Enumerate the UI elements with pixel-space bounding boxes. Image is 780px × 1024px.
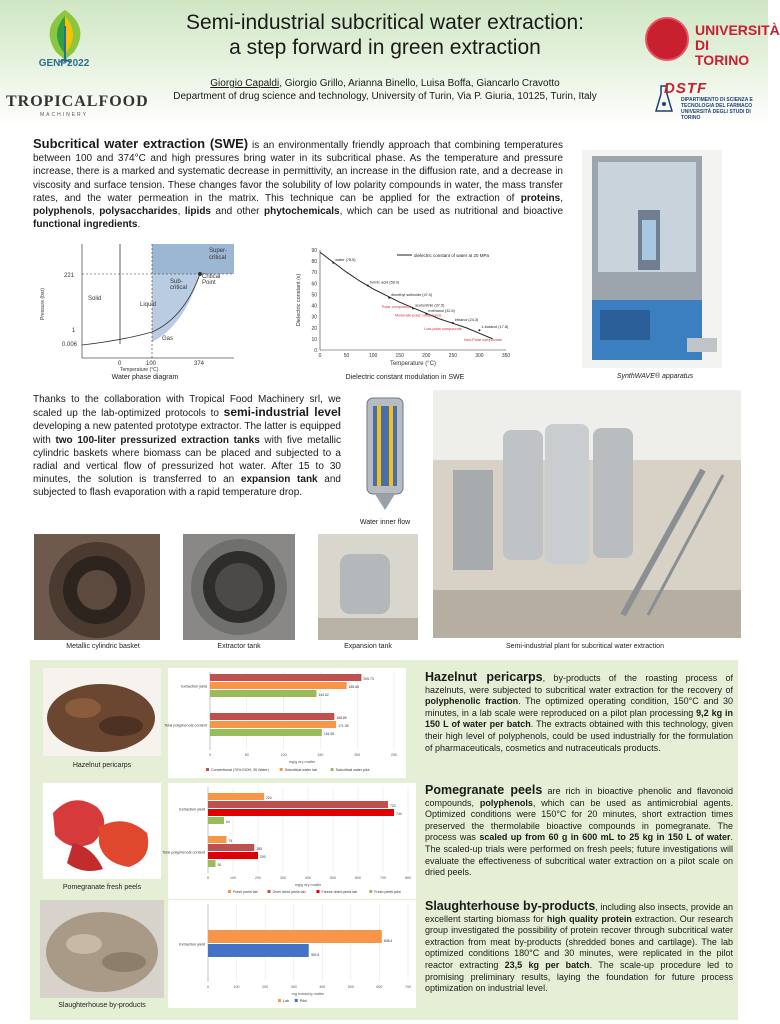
- water-inner-flow-diagram: [355, 392, 415, 516]
- author-list: [120, 77, 650, 90]
- dielectric-chart: [292, 240, 518, 370]
- dielectric-legend: dielectric constant of water at 20 MPa: [414, 253, 490, 258]
- pomegranate-bar-label: 744: [396, 812, 402, 816]
- dielectric-caption: Dielectric constant modulation in SWE: [345, 374, 465, 381]
- pomegranate-legend-label: Freeze dried peels lab: [321, 890, 358, 894]
- phase-tick-t100: 100: [146, 361, 157, 367]
- hazelnut-title: Hazelnut pericarps: [425, 670, 543, 684]
- hazelnut-b: polyphenolic fraction: [425, 696, 519, 707]
- slaughter-bar: [208, 944, 309, 957]
- pomegranate-xlabel: mg/g dry matter: [294, 883, 322, 887]
- semi-industrial-paragraph: [33, 393, 341, 500]
- dielectric-ytick: 20: [311, 325, 317, 332]
- tropicalfood-logo: TROPICALFOOD: [6, 93, 149, 110]
- pomegranate-xtick: 500: [330, 876, 336, 880]
- slaughterhouse-image: [40, 900, 164, 998]
- pomegranate-t: are rich in bioactive phenolic and flavonoid compounds,: [425, 786, 733, 808]
- unito-logo-line-2: DI TORINO: [695, 37, 750, 68]
- pomegranate-xtick: 0: [207, 876, 209, 880]
- hazelnut-caption: Hazelnut pericarps: [72, 762, 132, 769]
- hazelnut-xlabel: mg/g dry matter: [288, 760, 316, 764]
- expansion-tank-image: [318, 534, 418, 640]
- pomegranate-bar: [208, 817, 224, 824]
- dielectric-xlabel: Temperature (°C): [389, 361, 437, 367]
- phase-diagram: [34, 240, 242, 372]
- pomegranate-legend-swatch: [228, 890, 231, 893]
- hazelnut-xtick: 50: [244, 753, 249, 757]
- dielectric-annotation: water (78.5): [335, 257, 356, 262]
- hazelnut-xtick: 150: [317, 753, 324, 757]
- dielectric-ytick: 90: [311, 248, 317, 254]
- dielectric-ytick: 0: [314, 348, 317, 354]
- pomegranate-bar: [208, 809, 394, 816]
- hazelnut-legend-swatch: [206, 768, 209, 771]
- intro-text: ,: [560, 192, 563, 204]
- slaughter-t: extraction. Our research group investigated the possibility of protein recover through subcritical water extraction from meat by-products (shredded bones and cartilage). The lab optimized conditions 180°C and 30 minutes, were replicated in the pilot reactor extracting: [425, 913, 733, 970]
- hazelnut-xtick: 100: [280, 753, 287, 757]
- slaughter-text: [425, 901, 733, 995]
- slaughter-bar: [208, 930, 382, 943]
- slaughter-legend-label: Lab: [283, 999, 289, 1003]
- dielectric-xtick: 350: [501, 353, 511, 359]
- hazelnut-legend-label: Subcritical water lab: [284, 768, 317, 772]
- slaughter-legend-label: Pilot: [299, 999, 307, 1003]
- dielectric-ytick: 80: [311, 259, 317, 266]
- phase-label-cp1: Critical: [202, 274, 221, 280]
- dstf-sub-line-1: DIPARTIMENTO DI SCIENZA E: [681, 97, 753, 103]
- slaughter-t: . The scale-up procedure led to promising preliminary results, laying the foundation for future process optimization on industrial level.: [425, 959, 733, 994]
- hazelnut-bar-label: 205.73: [363, 677, 374, 681]
- intro-text: ,: [91, 206, 100, 218]
- hazelnut-t: . The optimized operating condition, 150°C and 30 minutes, in a lab scale were reproduced on a pilot plan processing: [425, 696, 733, 718]
- intro-text: , which can be used as nutritional and bioactive: [339, 206, 564, 218]
- para2-text: and subjected to flash evaporation with a rapid temperature drop.: [33, 474, 341, 499]
- phase-label-sub2: critical: [170, 285, 188, 291]
- pomegranate-b: polyphenols: [479, 797, 533, 808]
- title-line-1: Semi-industrial subcritical water extraction:: [186, 11, 584, 34]
- dielectric-xtick: 0: [318, 353, 322, 359]
- dielectric-annotation: acetonitrile (37.5): [415, 303, 445, 308]
- hazelnut-bar: [210, 729, 322, 736]
- dielectric-point: [367, 285, 369, 287]
- pomegranate-xtick: 200: [255, 876, 261, 880]
- slaughter-xtick: 400: [319, 985, 326, 989]
- phase-label-liquid: Liquid: [140, 302, 157, 308]
- pomegranate-xtick: 800: [405, 876, 411, 880]
- dielectric-ytick: 70: [311, 270, 317, 277]
- slaughter-xtick: 600: [376, 985, 383, 989]
- dstf-sub-line-2: TECNOLOGIA DEL FARMACO: [681, 103, 753, 109]
- para2-bold: semi-industrial level: [223, 405, 341, 420]
- hazelnut-bar: [210, 713, 334, 720]
- intro-bold: proteins: [520, 192, 561, 204]
- slaughter-b: high quality protein: [546, 913, 632, 924]
- dstf-logo-sub: [681, 97, 766, 121]
- synthwave-apparatus-image: [582, 150, 722, 368]
- hazelnut-category: Total polyphenols content: [164, 723, 207, 728]
- extractor-caption: Extractor tank: [217, 643, 261, 650]
- dstf-sub-line-3: UNIVERSITÀ DEGLI STUDI DI TORINO: [681, 109, 751, 121]
- slaughter-bar-label: 352.6: [310, 953, 320, 957]
- phase-tick-t374: 374: [194, 361, 205, 367]
- phase-label-super: Super-: [209, 248, 228, 254]
- pomegranate-xtick: 700: [380, 876, 386, 880]
- hazelnut-bar-label: 171.35: [338, 724, 349, 728]
- pomegranate-legend-label: Fresh peels pilot: [374, 890, 401, 894]
- first-author: Giorgio Capaldi: [210, 78, 280, 89]
- dielectric-ytick: 50: [311, 292, 317, 299]
- hazelnut-t: . The extracts obtained with this technology, given their high level of polyphenols, could be used industrially for the formulation of pharmaceuticals, cosmetics and nutraceuticals products.: [425, 719, 733, 753]
- dielectric-annotation: methanol (32.6): [428, 308, 455, 313]
- phase-label-cp2: Point: [202, 280, 216, 286]
- metallic-basket-image: [34, 534, 160, 640]
- dielectric-ytick: 10: [311, 336, 317, 343]
- genp-logo-text: GENP2022: [38, 58, 90, 69]
- hazelnut-bar-label: 144.62: [318, 693, 329, 697]
- pomegranate-bar-label: 720: [390, 804, 396, 808]
- pomegranate-bar: [208, 836, 227, 843]
- slaughter-xlabel: mg extract/g matter: [291, 992, 325, 996]
- dielectric-annotation: dimethyl sulfoxide (47.0): [391, 292, 433, 297]
- hazelnut-pericarps-image: [43, 668, 161, 756]
- intro-text: and other: [211, 206, 265, 218]
- dielectric-annotation: formic acid (58.0): [369, 280, 400, 285]
- slaughter-title: Slaughterhouse by-products: [425, 899, 596, 913]
- phase-tick-1: 1: [72, 328, 76, 334]
- slaughter-caption: Slaughterhouse by-products: [58, 1002, 146, 1009]
- hazelnut-bar: [210, 690, 316, 697]
- dielectric-region-label: Moderate-polar compounds: [395, 313, 442, 318]
- intro-paragraph: [33, 137, 563, 231]
- pomegranate-bar: [208, 801, 388, 808]
- hazelnut-bar-label: 151.96: [323, 732, 335, 736]
- pomegranate-b: scaled up from 60 g in 600 mL to 25 kg in 150 L of water: [479, 832, 731, 843]
- dielectric-xtick: 250: [448, 353, 458, 359]
- unito-seal-icon: [645, 17, 689, 61]
- expansion-caption: Expansion tank: [344, 643, 392, 650]
- dielectric-ytick: 60: [311, 281, 317, 288]
- phase-tick-221: 221: [64, 273, 75, 279]
- hazelnut-chart: [164, 668, 406, 778]
- pomegranate-bar: [208, 852, 258, 859]
- hazelnut-xtick: 250: [391, 753, 397, 757]
- page-title: [150, 10, 620, 60]
- dielectric-ytick: 30: [311, 314, 317, 321]
- other-authors: , Giorgio Grillo, Arianna Binello, Luisa Boffa, Giancarlo Cravotto: [279, 78, 560, 89]
- pomegranate-legend-label: Oven dried peels lab: [272, 890, 306, 894]
- phase-label-solid: Solid: [88, 296, 102, 302]
- dielectric-xtick: 300: [475, 353, 484, 359]
- dielectric-xtick: 50: [343, 353, 350, 359]
- slaughter-bar-label: 608.4: [383, 939, 393, 943]
- pomegranate-bar-label: 200: [260, 855, 266, 859]
- phase-caption: Water phase diagram: [111, 374, 179, 381]
- plant-caption: Semi-industrial plant for subcritical water extraction: [506, 643, 664, 650]
- dielectric-ylabel: Dielectric constant (ε): [296, 273, 302, 327]
- hazelnut-legend-swatch: [331, 768, 334, 771]
- phase-tick-0006: 0.006: [62, 342, 78, 348]
- dielectric-xtick: 150: [395, 353, 404, 359]
- intro-bold: phytochemicals: [264, 206, 340, 218]
- intro-bold: functional ingredients: [33, 219, 138, 231]
- pomegranate-caption: Pomegranate fresh peels: [62, 884, 142, 891]
- authors-block: [120, 77, 650, 103]
- dielectric-region-label: Non-Polar compounds: [464, 338, 502, 343]
- pomegranate-bar-label: 64: [226, 820, 230, 824]
- pomegranate-xtick: 600: [355, 876, 361, 880]
- pomegranate-bar: [208, 844, 254, 851]
- intro-text: ,: [177, 206, 185, 218]
- title-line-2: a step forward in green extraction: [229, 36, 541, 59]
- pomegranate-xtick: 300: [280, 876, 286, 880]
- phase-label-sub: Sub-: [170, 279, 183, 285]
- slaughter-legend-swatch: [278, 999, 281, 1002]
- pomegranate-t: , which can be used as antimicrobial agents. Optimized conditions were 150°C for 20 minutes, short extraction times preserved the thermolabile bioactive compounds in pomegranate. The process was: [425, 797, 733, 843]
- dielectric-ytick: 40: [311, 303, 317, 310]
- pomegranate-legend-swatch: [369, 890, 372, 893]
- pomegranate-bar-label: 185: [256, 847, 262, 851]
- intro-bold: polysaccharides: [99, 206, 178, 218]
- pomegranate-peels-image: [43, 783, 161, 879]
- slaughter-xtick: 0: [207, 985, 209, 989]
- hazelnut-bar-label: 185.66: [348, 685, 360, 689]
- hazelnut-legend-swatch: [280, 768, 283, 771]
- slaughter-xtick: 500: [347, 985, 354, 989]
- pomegranate-category: Extraction yield: [179, 807, 205, 812]
- dielectric-point: [478, 329, 480, 331]
- dstf-logo: DSTF: [664, 80, 708, 97]
- phase-label-gas: Gas: [162, 336, 174, 342]
- water-flow-caption: Water inner flow: [359, 519, 411, 526]
- unito-logo-line-1: UNIVERSITÀ: [695, 22, 780, 38]
- dielectric-xtick: 100: [368, 353, 378, 359]
- pomegranate-xtick: 100: [230, 876, 236, 880]
- pomegranate-text: [425, 785, 733, 879]
- dielectric-region-label: Low-polar compounds: [424, 327, 462, 331]
- phase-ylabel: Pressure (bar): [40, 288, 46, 320]
- hazelnut-legend-label: Conventional (70% EtOH, 30 Water): [211, 768, 269, 772]
- para2-text: with five metallic cylindric baskets where biomass can be placed and subjected to a radial and vertical flow of pressurized hot water. After 15 to 30 minutes, the solution is transferred to an: [33, 434, 341, 486]
- dielectric-point: [412, 307, 414, 309]
- pomegranate-xtick: 400: [305, 876, 311, 880]
- intro-bold: lipids: [184, 206, 211, 218]
- hazelnut-bar: [210, 682, 347, 689]
- pomegranate-legend-swatch: [317, 890, 320, 893]
- hazelnut-bar: [210, 721, 336, 728]
- pomegranate-title: Pomegranate peels: [425, 783, 543, 797]
- dielectric-annotation: 1-butanol (17.8): [481, 325, 509, 330]
- dielectric-point: [332, 262, 334, 264]
- hazelnut-b: 9,2 kg in 150 L of water per batch: [425, 707, 734, 730]
- slaughter-xtick: 300: [290, 985, 297, 989]
- pomegranate-chart: [162, 783, 416, 899]
- hazelnut-category: Extraction yield: [181, 684, 207, 689]
- para2-text: developing a new patented prototype extractor. The latter is equipped with: [33, 421, 341, 446]
- slaughter-t: , including also insects, provide an excellent starting biomass for: [425, 902, 733, 924]
- hazelnut-t: , by-products of the roasting process of hazelnuts, were subjected to subcritical water extraction for the recovery of: [425, 673, 733, 695]
- pomegranate-bar: [208, 860, 216, 867]
- dielectric-region-label: Polar compounds: [381, 304, 412, 309]
- dielectric-annotation: ethanol (24.3): [454, 318, 479, 322]
- pomegranate-legend-label: Fresh peels lab: [233, 890, 258, 894]
- para2-bold: expansion tank: [240, 474, 318, 486]
- intro-text: is an environmentally friendly approach that combining temperatures between 100 and 374°C and high pressures bring water in its subcritical phase. As the temperature and pressure increase, there is a marked and systematic decrease in permittivity, an increase in the diffusion rate, and a decrease in viscosity and surface tension. These changes favor the solubility of low polarity compounds in water, the mass transfer rates, and the water permeation in the matrix. This technique can be applied for the extraction of: [33, 140, 563, 204]
- slaughter-legend-swatch: [295, 999, 298, 1002]
- semi-industrial-plant-image: [433, 390, 741, 638]
- unito-logo: [695, 22, 780, 68]
- pomegranate-bg: [168, 783, 416, 899]
- pomegranate-bar-label: 74: [228, 839, 233, 843]
- dielectric-point: [388, 297, 390, 299]
- slaughter-chart: [168, 900, 416, 1008]
- slaughter-xtick: 100: [233, 985, 240, 989]
- phase-label-critical: critical: [209, 255, 227, 261]
- affiliation: Department of drug science and technology, University of Turin, Via P. Giuria, 10125, Turin, Italy: [173, 91, 597, 102]
- basket-caption: Metallic cylindric basket: [66, 643, 140, 650]
- synthwave-caption: SynthWAVE® apparatus: [616, 373, 694, 380]
- hazelnut-text: [425, 672, 733, 754]
- phase-tick-t0: 0: [118, 361, 122, 367]
- intro-lead: Subcritical water extraction (SWE): [33, 136, 249, 151]
- intro-bold: polyphenols: [33, 206, 92, 218]
- hazelnut-xtick: 0: [209, 753, 211, 757]
- tropicalfood-logo-sub: MACHINERY: [40, 112, 88, 118]
- para2-bold: two 100-liter pressurized extraction tanks: [55, 434, 260, 446]
- hazelnut-legend-label: Subcritical water pilot: [335, 768, 370, 772]
- slaughter-category: Extraction yield: [179, 942, 205, 947]
- dielectric-point: [452, 322, 454, 324]
- pomegranate-bar: [208, 793, 264, 800]
- phase-xlabel: Temperature (°C): [120, 367, 159, 373]
- intro-text: .: [137, 219, 141, 231]
- pomegranate-category: Total polyphenols content: [162, 850, 205, 855]
- extractor-tank-image: [183, 534, 295, 640]
- pomegranate-bar-label: 224: [266, 796, 272, 800]
- hazelnut-xtick: 200: [354, 753, 361, 757]
- pomegranate-t: . The scaled-up trials were performed on fresh peels; future investigations will evaluate the effectiveness of subcritical water extraction on a pilot scale on dried peels.: [425, 832, 733, 878]
- dielectric-xtick: 200: [422, 353, 431, 359]
- para2-text: Thanks to the collaboration with Tropical Food Machinery srl, we scaled up the lab-optimized protocols to: [33, 394, 341, 420]
- hazelnut-bar: [210, 674, 361, 681]
- slaughter-b: 23,5 kg per batch: [504, 959, 590, 970]
- slaughter-xtick: 700: [405, 985, 411, 989]
- pomegranate-bar-label: 30: [217, 863, 222, 867]
- pomegranate-legend-swatch: [268, 890, 271, 893]
- hazelnut-bar-label: 168.89: [336, 716, 347, 720]
- slaughter-xtick: 200: [262, 985, 269, 989]
